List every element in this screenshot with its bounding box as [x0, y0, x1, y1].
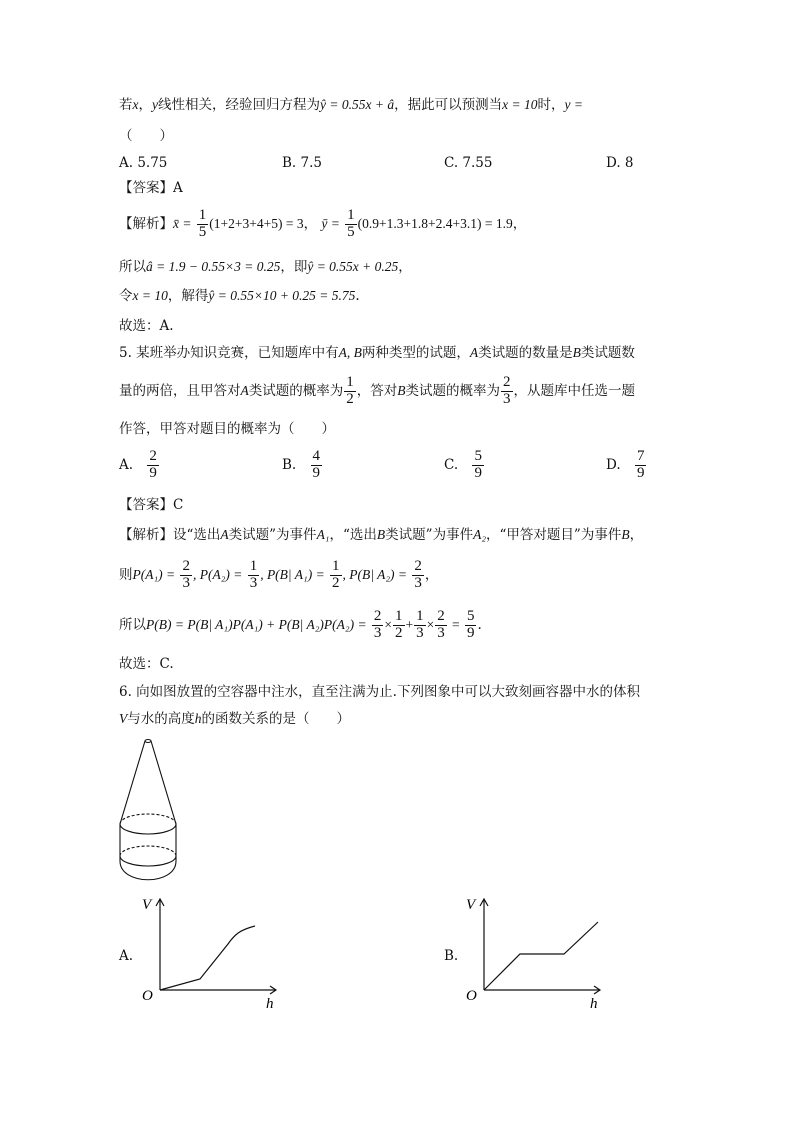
q5-option-d [606, 449, 647, 482]
text: ，从题库中任选一题 [513, 382, 635, 399]
q5-stem-line2 [119, 375, 635, 408]
y-bar: ȳ = [321, 215, 340, 231]
option-label: C. [444, 456, 459, 473]
fraction: $\frac{1}{2}$ [346, 374, 354, 407]
origin-label: O [142, 988, 153, 1004]
var-x: x [132, 97, 139, 112]
event-A1: A₁ [316, 527, 330, 542]
regression-equation: ŷ = 0.55x + â [320, 97, 395, 112]
fraction: $\frac{2}{3}$ [414, 558, 422, 591]
q4-stem [119, 97, 583, 113]
math-text: x = 10 [132, 288, 168, 303]
fraction: $\frac{1}{3}$ [416, 608, 424, 641]
text: ，“选出 [329, 527, 377, 543]
var-V: V [119, 711, 128, 726]
x-value: x = 10 [502, 97, 538, 112]
fraction: $\frac{5}{9}$ [466, 608, 475, 641]
q6-stem-line1: 6. 向如图放置的空容器中注水，直至注满为止.下列图象中可以大致刻画容器中水的体积 [119, 684, 640, 700]
text: 类试题的概率为 [405, 382, 500, 399]
math-text: ŷ = 0.55x + 0.25 [307, 259, 399, 274]
text: ，答对 [356, 382, 398, 399]
q4-stem-text: 时， [537, 97, 565, 113]
q5-analysis-line3 [119, 609, 482, 642]
math-text: ŷ = 0.55×10 + 0.25 = 5.75 [208, 288, 356, 303]
fraction: $\frac{7}{9}$ [636, 448, 645, 481]
text: 令 [119, 288, 133, 304]
var-y: y [152, 97, 158, 112]
math-text: = [452, 616, 460, 632]
q5-analysis-line2 [119, 559, 438, 592]
text: 5. 某班举办知识竞赛，已知题库中有 [119, 345, 339, 361]
y-equals: y = [564, 97, 583, 112]
q4-analysis-line3 [119, 288, 360, 304]
q4-choose: 故选：A. [119, 318, 174, 334]
text: 类试题”为事件 [228, 527, 317, 543]
curve-b [484, 922, 598, 990]
event-B: B [621, 527, 630, 542]
graph-b [464, 894, 609, 1012]
var-h: h [194, 711, 202, 726]
text: 类试题的数量是 [478, 345, 573, 361]
text: ，“甲答对题目”为事件 [486, 527, 622, 543]
curve-a [160, 926, 255, 990]
text: 的函数关系的是（ ） [201, 711, 350, 727]
text: 两种类型的试题， [361, 345, 470, 361]
q5-analysis-line1 [119, 527, 643, 543]
math-text: (1+2+3+4+5) = 3， [209, 215, 318, 231]
q5-option-a [119, 449, 160, 482]
q4-stem-text: ， [138, 97, 152, 113]
text: . [355, 288, 360, 304]
x-bar: x̄ = [173, 215, 192, 231]
q4-option-a: A. 5.75 [119, 155, 168, 171]
origin-label: O [466, 988, 477, 1004]
q5-stem-line3: 作答，甲答对题目的概率为（ ） [119, 421, 335, 437]
event-A2: A₂ [473, 527, 487, 542]
math-text: , P(B| A₁) = [260, 566, 325, 582]
container-figure [112, 736, 192, 888]
q4-answer: 【答案】A [119, 180, 183, 196]
q4-stem-text: 线性相关，经验回归方程为 [158, 97, 320, 113]
q4-option-b: B. 7.5 [282, 155, 322, 171]
q4-analysis-line1 [119, 208, 526, 241]
fraction: $\frac{4}{9}$ [312, 448, 321, 481]
var-B: B [376, 527, 386, 542]
x-label: h [590, 996, 598, 1012]
math-text: , P(B| A₂) = [342, 566, 408, 582]
y-label: V [466, 897, 476, 913]
text: 类试题的概率为 [248, 382, 344, 399]
q5-choose: 故选：C. [119, 656, 174, 672]
text: ， [424, 566, 439, 583]
x-label: h [266, 996, 274, 1012]
q5-option-c [444, 449, 485, 482]
q4-stem-text: 若 [119, 97, 133, 113]
q5-answer: 【答案】C [119, 497, 184, 513]
q4-paren: （ ） [119, 128, 173, 144]
var-A: A [220, 527, 229, 542]
text: 设“选出 [173, 527, 221, 543]
math-text: × [426, 616, 435, 632]
text: 所以 [119, 616, 146, 633]
math-text: + [405, 616, 414, 632]
graph-b-label: B. [444, 948, 459, 964]
math-text: A, B [338, 345, 362, 360]
text: 所以 [119, 259, 146, 275]
text: 量的两倍，且甲答对 [119, 382, 241, 399]
text: 则 [119, 566, 133, 583]
q4-stem-text: ，据此可以预测当 [394, 97, 503, 113]
math-text: (0.9+1.3+1.8+2.4+3.1) = 1.9， [357, 215, 527, 231]
option-label: A. [119, 456, 134, 473]
option-label: B. [282, 456, 297, 473]
fraction: $\frac{1}{5}$ [347, 207, 355, 240]
fraction: $\frac{1}{3}$ [249, 558, 258, 591]
math-text: , P(A₂) = [192, 566, 243, 582]
text: 类试题数 [580, 345, 635, 361]
math-text: â = 1.9 − 0.55×3 = 0.25 [146, 259, 281, 274]
fraction: $\frac{1}{2}$ [332, 558, 340, 591]
analysis-label: 【解析】 [119, 527, 173, 543]
q4-analysis-line2 [119, 259, 412, 275]
graph-a-label: A. [119, 948, 134, 964]
fraction: $\frac{2}{3}$ [437, 608, 445, 641]
fraction: $\frac{2}{3}$ [182, 558, 190, 591]
analysis-label: 【解析】 [119, 215, 173, 232]
text: 类试题”为事件 [385, 527, 474, 543]
text: ，解得 [167, 288, 209, 304]
var-B: B [572, 345, 581, 360]
var-A: A [240, 382, 249, 398]
fraction: $\frac{5}{9}$ [474, 448, 482, 481]
graph-a [140, 894, 285, 1012]
math-text: P(A₁) = [132, 566, 176, 582]
fraction: $\frac{1}{2}$ [395, 608, 403, 641]
text: . [477, 616, 482, 633]
text: 与水的高度 [127, 711, 195, 727]
math-text: × [384, 616, 392, 632]
q4-option-d: D. 8 [606, 155, 634, 171]
var-B: B [397, 382, 406, 398]
q5-stem-line1 [119, 345, 635, 361]
text: ， [629, 527, 644, 543]
fraction: $\frac{2}{3}$ [503, 374, 511, 407]
q6-stem-line2 [119, 711, 350, 727]
q4-option-c: C. 7.55 [444, 155, 493, 171]
fraction: $\frac{2}{9}$ [149, 448, 157, 481]
math-text: P(B) = P(B| A₁)P(A₁) + P(B| A₂)P(A₂) = [146, 616, 367, 632]
q5-option-b [282, 449, 323, 482]
fraction: $\frac{2}{3}$ [373, 608, 382, 641]
text: ， [398, 259, 412, 275]
text: ，即 [280, 259, 308, 275]
y-label: V [142, 897, 152, 913]
option-label: D. [606, 456, 621, 473]
fraction: $\frac{1}{5}$ [198, 207, 207, 240]
var-A: A [469, 345, 479, 360]
